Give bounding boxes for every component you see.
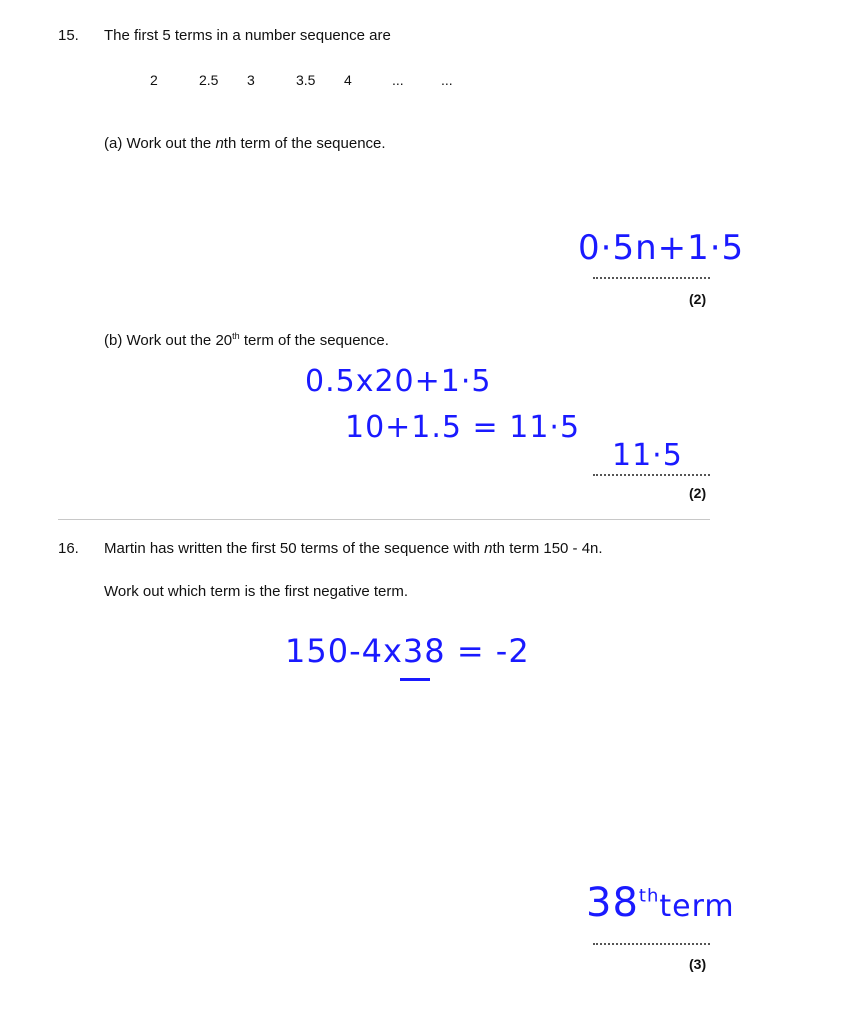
question-16-instruction: Work out which term is the first negative term. [104,583,408,600]
part-a-text [127,135,386,152]
part-b-prompt [104,331,389,349]
part-b-label: (b) [104,332,123,349]
q16-marks: (3) [689,956,707,972]
part-b-working-line-1: 0.5x20+1·5 [305,364,492,399]
part-a-label: (a) [104,135,123,152]
part-b-marks: (2) [689,485,707,501]
question-divider [58,519,710,520]
part-b-suffix: term of the sequence. [239,332,389,349]
q16-answer-sup: th [638,885,660,907]
answer-line-a [593,277,710,279]
part-a-prompt [104,135,386,152]
q16-answer-word: term [659,889,735,924]
working-underline [400,678,430,681]
q16-stem-var: n [484,540,493,557]
q16-handwritten-answer [586,880,735,926]
part-b-prefix: Work out the 20 [126,332,233,349]
part-a-marks: (2) [689,291,707,307]
part-a-prefix: Work out the [126,135,216,152]
part-b-working-line-2: 10+1.5 = 11·5 [345,410,581,445]
sequence-term: 3 [247,72,255,88]
answer-line-b [593,474,710,476]
q16-handwritten-working: 150-4x38 = -2 [285,632,530,670]
q16-stem-prefix: Martin has written the first 50 terms of the sequence with [104,540,485,557]
sequence-term: 4 [344,72,352,88]
q16-stem-suffix: th term 150 - 4n. [492,540,603,557]
answer-line-16 [593,943,710,945]
question-15-stem: The first 5 terms in a number sequence are [104,27,391,44]
sequence-ellipsis: ... [441,72,453,88]
sequence-ellipsis: ... [392,72,404,88]
question-16-stem [104,540,603,557]
sequence-term: 2.5 [199,72,219,88]
q16-answer-number: 38 [586,880,639,926]
part-b-handwritten-answer: 11·5 [612,438,683,473]
part-a-handwritten-answer: 0·5n+1·5 [578,228,745,268]
question-16-number: 16. [58,540,79,557]
part-a-var: n [215,135,224,152]
question-15-number: 15. [58,27,79,44]
part-a-suffix: th term of the sequence. [223,135,386,152]
sequence-term: 2 [150,72,158,88]
part-b-sup: th [232,331,240,341]
sequence-term: 3.5 [296,72,316,88]
part-b-text [127,332,389,349]
